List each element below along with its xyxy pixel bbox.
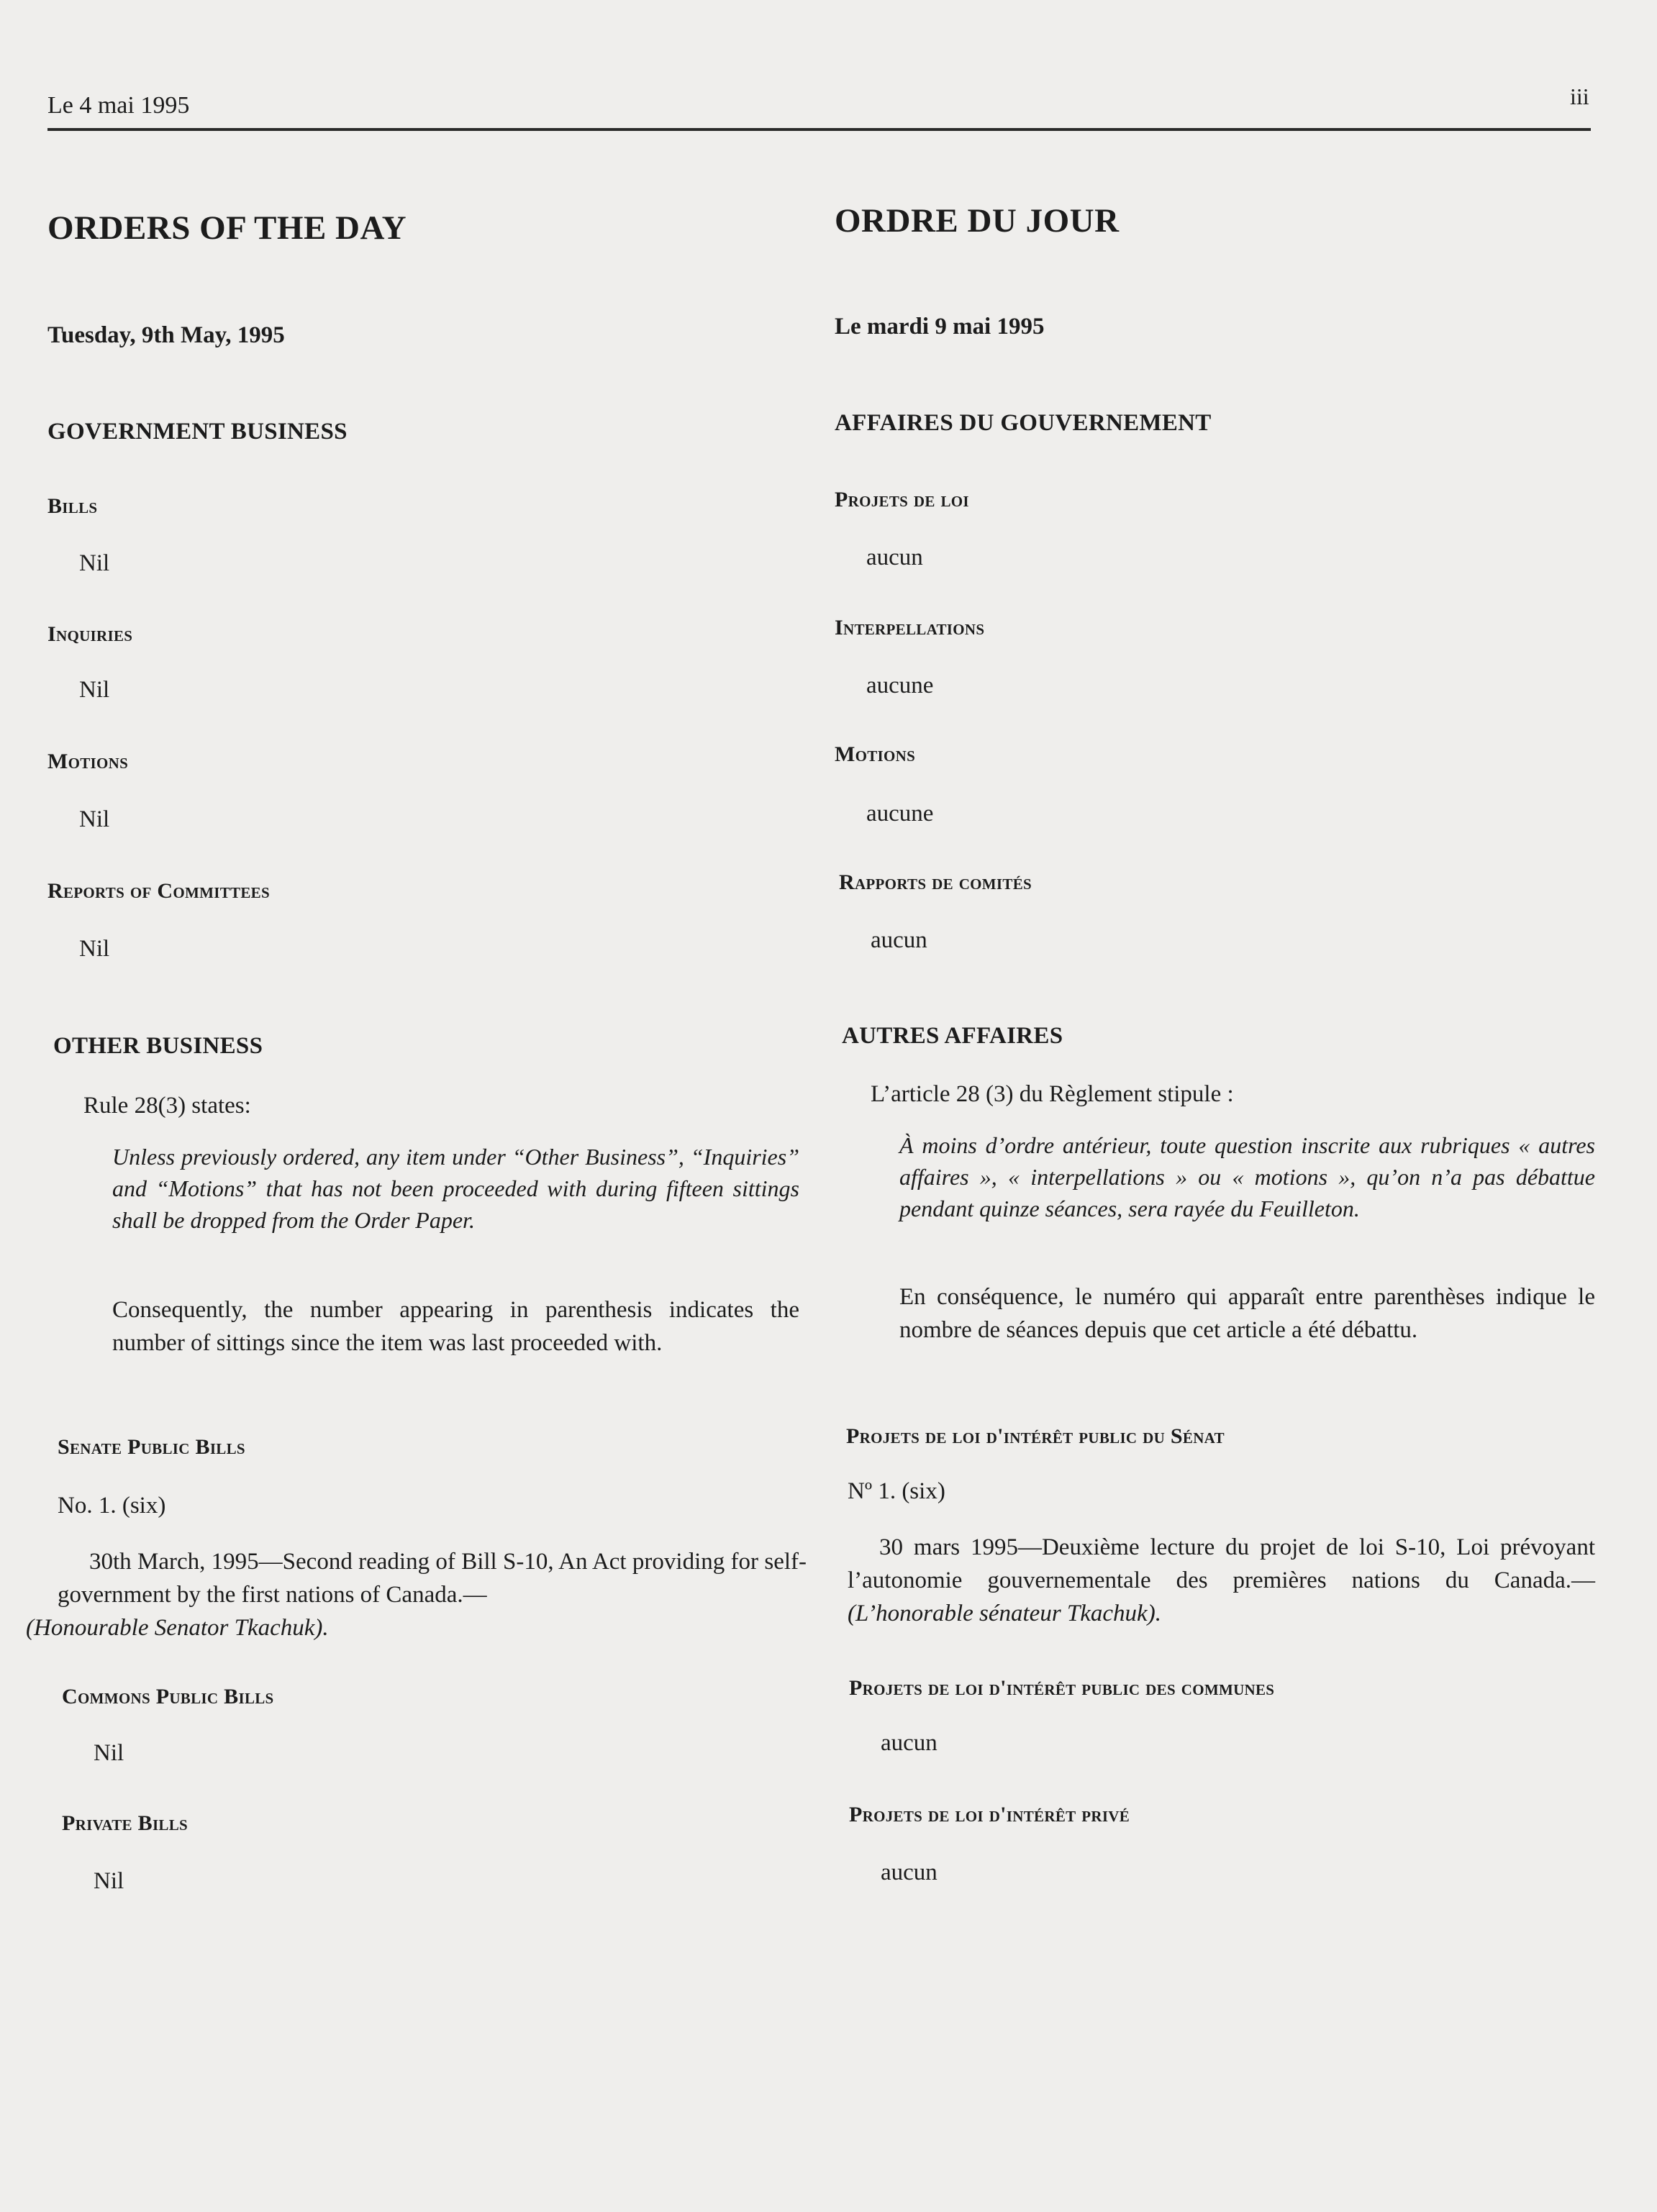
rule-quote: Unless previously ordered, any item under “Other Business”, “Inquiries” and “Motions” that has not been proceeded with during fifteen sittings shall be dropped from the Order Paper. <box>112 1144 799 1233</box>
subheading-senate-public-bills-fr: Projets de loi d'intérêt public du Sénat <box>846 1424 1225 1448</box>
motions-value-fr: aucune <box>866 801 934 827</box>
item-number: No. 1. (six) <box>58 1493 166 1519</box>
item-text-fr <box>848 1531 1595 1630</box>
sitting-date-fr: Le mardi 9 mai 1995 <box>835 314 1045 340</box>
private-bills-value-fr: aucun <box>881 1860 938 1885</box>
consequently-note-fr: En conséquence, le numéro qui apparaît entre parenthèses indique le nombre de séances depuis que cet article a été débattu. <box>899 1284 1595 1343</box>
bills-value: Nil <box>79 550 110 576</box>
section-heading-other-business: OTHER BUSINESS <box>53 1033 263 1059</box>
subheading-commons-public-bills: Commons Public Bills <box>62 1685 274 1708</box>
subheading-bills-fr: Projets de loi <box>835 488 969 511</box>
page-number: iii <box>1570 83 1589 109</box>
section-heading-other-business-fr: AUTRES AFFAIRES <box>842 1023 1063 1049</box>
item-text-body-fr: 30 mars 1995—Deuxième lecture du projet de loi S-10, Loi prévoyant l’autonomie gouvernementale des premières nations du Canada.— <box>848 1534 1595 1593</box>
subheading-reports-of-committees: Reports of Committees <box>47 879 270 903</box>
section-heading-government-business-fr: AFFAIRES DU GOUVERNEMENT <box>835 410 1212 436</box>
subheading-reports-fr: Rapports de comités <box>839 870 1032 894</box>
running-header-date: Le 4 mai 1995 <box>47 92 190 119</box>
subheading-inquiries: Inquiries <box>47 622 133 646</box>
item-sponsor: (Honourable Senator Tkachuk). <box>26 1615 329 1641</box>
subheading-bills: Bills <box>47 494 98 518</box>
motions-value: Nil <box>79 806 110 832</box>
subheading-commons-public-bills-fr: Projets de loi d'intérêt public des communes <box>849 1676 1275 1700</box>
rule-quote-fr: À moins d’ordre antérieur, toute question inscrite aux rubriques « autres affaires », « interpellations » ou « motions », qu’on n’a pas débattue pendant quinze séances, sera rayée du Feuilleton. <box>899 1132 1595 1221</box>
rule-intro-fr: L’article 28 (3) du Règlement stipule : <box>871 1081 1234 1107</box>
subheading-private-bills: Private Bills <box>62 1811 189 1835</box>
header-rule <box>47 128 1591 131</box>
section-heading-government-business: GOVERNMENT BUSINESS <box>47 419 348 445</box>
reports-value: Nil <box>79 936 110 962</box>
subheading-motions: Motions <box>47 750 129 773</box>
item-text-body: 30th March, 1995—Second reading of Bill S-10, An Act providing for self-government by the first nations of Canada.— <box>58 1549 807 1608</box>
page-title: ORDERS OF THE DAY <box>47 209 407 247</box>
subheading-senate-public-bills: Senate Public Bills <box>58 1435 245 1459</box>
sitting-date: Tuesday, 9th May, 1995 <box>47 322 285 348</box>
subheading-private-bills-fr: Projets de loi d'intérêt privé <box>849 1803 1130 1826</box>
subheading-motions-fr: Motions <box>835 742 916 766</box>
inquiries-value-fr: aucune <box>866 673 934 698</box>
reports-value-fr: aucun <box>871 927 927 953</box>
bills-value-fr: aucun <box>866 545 923 570</box>
item-text <box>26 1545 807 1644</box>
rule-intro: Rule 28(3) states: <box>83 1093 251 1119</box>
consequently-note: Consequently, the number appearing in parenthesis indicates the number of sittings since the item was last proceeded with. <box>112 1297 799 1356</box>
page-title-fr: ORDRE DU JOUR <box>835 202 1120 240</box>
commons-public-bills-value: Nil <box>94 1740 124 1766</box>
commons-public-bills-value-fr: aucun <box>881 1730 938 1756</box>
item-sponsor-fr: (L’honorable sénateur Tkachuk). <box>848 1601 1161 1626</box>
item-number-fr: Nº 1. (six) <box>848 1478 945 1504</box>
inquiries-value: Nil <box>79 677 110 703</box>
subheading-inquiries-fr: Interpellations <box>835 616 985 640</box>
private-bills-value: Nil <box>94 1868 124 1894</box>
